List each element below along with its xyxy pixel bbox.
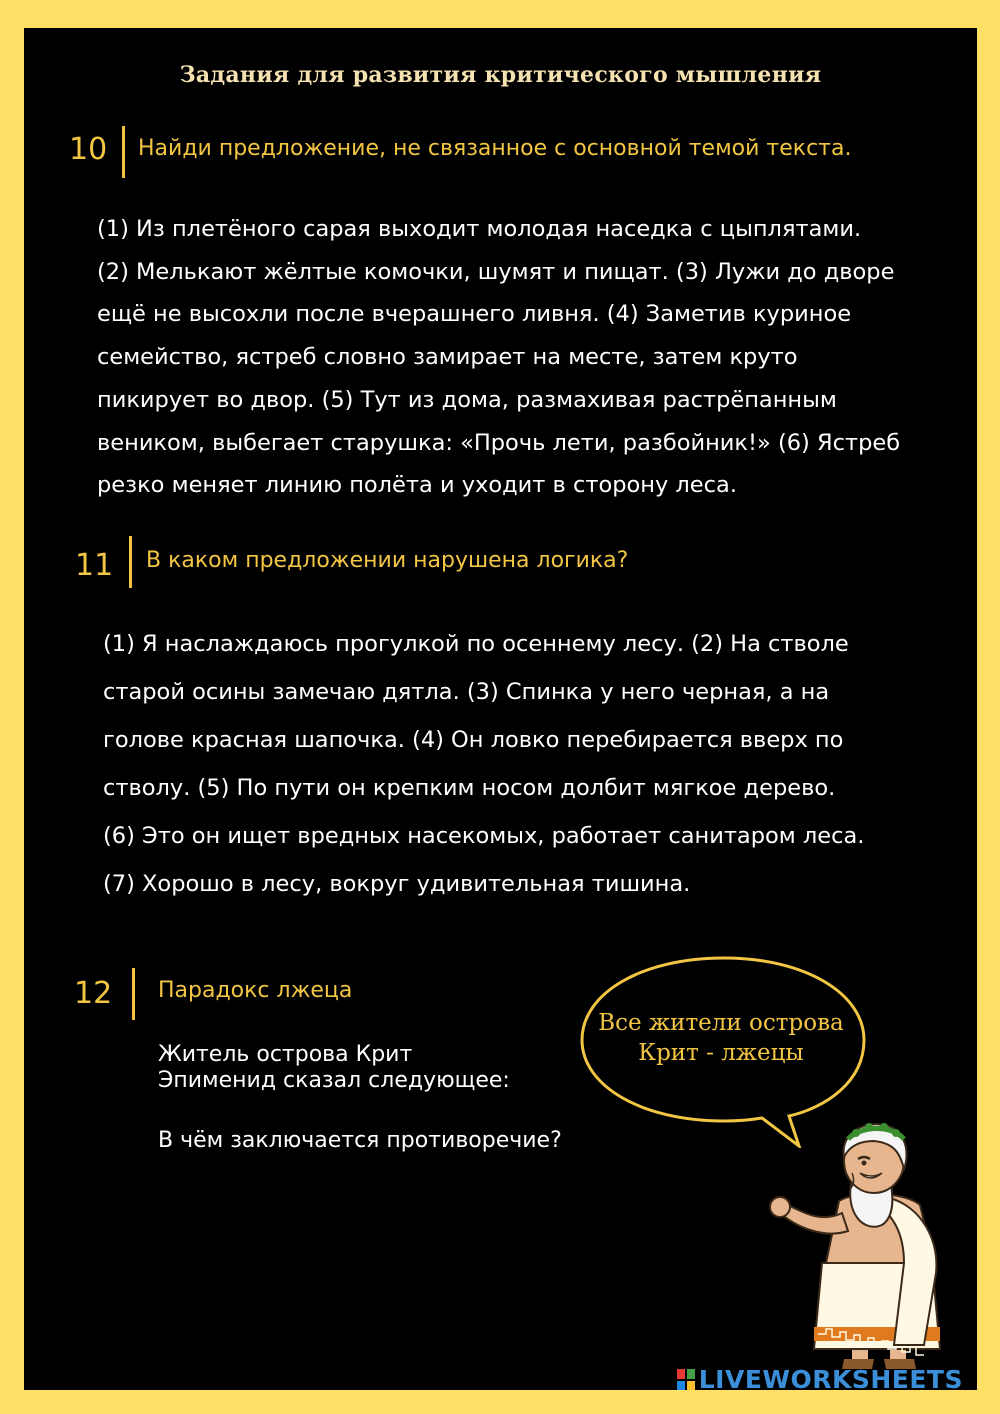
question-12-question: В чём заключается противоречие? xyxy=(158,1128,562,1153)
question-11-number: 11 xyxy=(75,548,114,583)
page-title: Задания для развития критического мышления xyxy=(179,62,822,88)
text-line: голове красная шапочка. (4) Он ловко перебирается вверх по xyxy=(103,727,844,753)
question-10-divider xyxy=(122,126,125,178)
worksheet-page xyxy=(24,28,977,1390)
question-11-text xyxy=(103,620,864,908)
question-12-line1: Житель острова Крит xyxy=(158,1042,413,1067)
watermark-text: LIVEWORKSHEETS xyxy=(698,1365,963,1390)
text-line: резко меняет линию полёта и уходит в сторону леса. xyxy=(97,472,737,499)
text-line: веником, выбегает старушка: «Прочь лети, разбойник!» (6) Ястреб xyxy=(97,429,901,456)
greek-sage-illustration xyxy=(744,1113,944,1378)
question-12-title: Парадокс лжеца xyxy=(158,978,353,1003)
bubble-line: Крит - лжецы xyxy=(638,1040,804,1066)
text-line: пикирует во двор. (5) Тут из дома, размахивая растрёпанным xyxy=(97,386,837,413)
text-line: старой осины замечаю дятла. (3) Спинка у него черная, а на xyxy=(103,679,830,705)
text-line: (6) Это он ищет вредных насекомых, работает санитаром леса. xyxy=(103,823,865,849)
question-11-divider xyxy=(129,536,132,588)
text-line: (1) Я наслаждаюсь прогулкой по осеннему лесу. (2) На стволе xyxy=(103,631,849,657)
text-line: (7) Хорошо в лесу, вокруг удивительная тишина. xyxy=(103,871,691,897)
question-10-text xyxy=(97,208,900,507)
question-12-number: 12 xyxy=(74,976,113,1011)
text-line: (2) Мелькают жёлтые комочки, шумят и пищат. (3) Лужи до дворе xyxy=(97,258,895,285)
question-10-title: Найди предложение, не связанное с основной темой текста. xyxy=(138,136,852,161)
question-11-title: В каком предложении нарушена логика? xyxy=(146,548,629,573)
text-line: ещё не высохли после вчерашнего ливня. (4) Заметив куриное xyxy=(97,301,852,328)
bubble-line: Все жители острова xyxy=(598,1010,844,1036)
text-line: семейство, ястреб словно замирает на месте, затем круто xyxy=(97,344,798,371)
question-10-number: 10 xyxy=(69,132,108,167)
liveworksheets-logo-icon xyxy=(677,1369,695,1390)
liveworksheets-watermark xyxy=(677,1365,963,1390)
question-12-line2: Эпименид сказал следующее: xyxy=(158,1068,510,1093)
question-12-divider xyxy=(132,968,135,1020)
speech-bubble-text xyxy=(576,1008,866,1068)
text-line: стволу. (5) По пути он крепким носом долбит мягкое дерево. xyxy=(103,775,836,801)
text-line: (1) Из плетёного сарая выходит молодая наседка с цыплятами. xyxy=(97,216,862,242)
